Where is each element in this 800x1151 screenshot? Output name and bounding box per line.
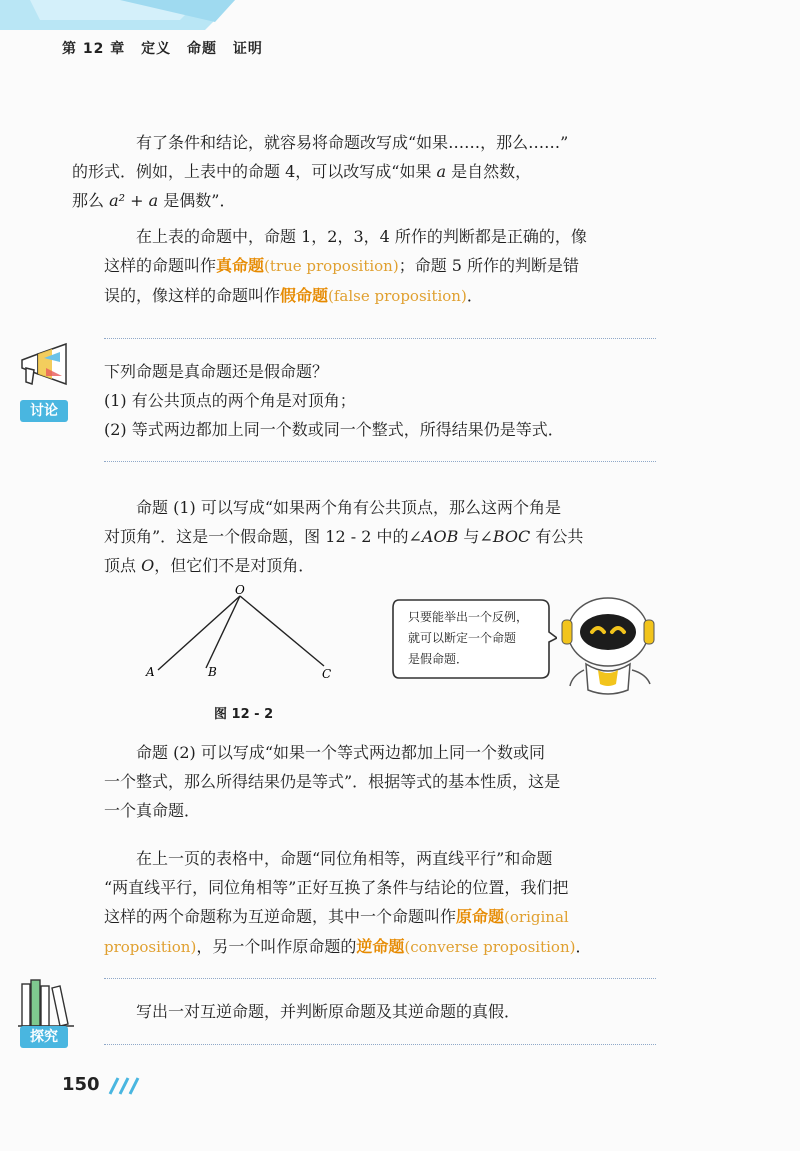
- chapter-title-2: 命题: [186, 41, 217, 57]
- ray-ob: [206, 596, 240, 668]
- label-c: C: [322, 667, 332, 681]
- chapter-header: [62, 38, 273, 58]
- paragraph-5: 在上一页的表格中，命题“同位角相等，两直线平行”和命题 “两直线平行，同位角相等”正好互换了条件与结论的位置，我们把 这样的两个命题称为互逆命题，其中一个命题叫作原命题(original proposition)，另一个叫作原命题的逆命题(converse proposition)．: [104, 849, 592, 956]
- chapter-number: 第 12 章: [62, 41, 126, 57]
- label-o: O: [235, 584, 245, 597]
- robot-mascot-icon: [558, 590, 660, 698]
- math-expression: a² + a: [109, 191, 159, 210]
- discussion-megaphone-icon: [16, 340, 76, 398]
- term-true-proposition: 真命题: [216, 256, 265, 275]
- explore-badge: 探究: [20, 1026, 68, 1048]
- discussion-badge: 讨论: [20, 400, 68, 422]
- top-banner: [0, 0, 800, 34]
- label-a: A: [146, 665, 155, 679]
- explore-bottom-divider: [104, 1044, 656, 1045]
- ray-oc: [240, 596, 324, 666]
- speech-bubble-text: 只要能举出一个反例， 就可以断定一个命题 是假命题．: [408, 610, 529, 666]
- chapter-title-3: 证明: [232, 41, 263, 57]
- term-false-proposition: 假命题: [280, 286, 329, 305]
- discussion-top-divider: [104, 338, 656, 339]
- page-number: 150: [62, 1074, 100, 1095]
- paragraph-2: 在上表的命题中，命题 1，2，3，4 所作的判断都是正确的，像 这样的命题叫作真命题(true proposition)；命题 5 所作的判断是错 误的，像这样的命题叫作假命题(false proposition)．: [104, 227, 587, 305]
- term-converse-proposition: 逆命题: [356, 937, 405, 956]
- page-number-slashes-icon: [104, 1076, 144, 1096]
- paragraph-1: 有了条件和结论，就容易将命题改写成“如果……，那么……” 的形式．例如，上表中的命题 4，可以改写成“如果 a 是自然数， 那么 a² + a 是偶数”．: [72, 133, 569, 210]
- chapter-title-1: 定义: [141, 41, 172, 57]
- figure-caption: 图 12 - 2: [214, 707, 274, 722]
- ray-oa: [158, 596, 240, 670]
- paragraph-3: 命题 (1) 可以写成“如果两个角有公共顶点，那么这两个角是 对顶角”．这是一个假命题，图 12 - 2 中的∠AOB 与∠BOC 有公共 顶点 O，但它们不是对顶角．: [104, 498, 584, 575]
- term-original-proposition: 原命题: [456, 907, 505, 926]
- explore-top-divider: [104, 978, 656, 979]
- discussion-bottom-divider: [104, 461, 656, 462]
- explore-content: 写出一对互逆命题，并判断原命题及其逆命题的真假．: [136, 1002, 521, 1021]
- discussion-content: 下列命题是真命题还是假命题？ (1) 有公共顶点的两个角是对顶角； (2) 等式两边都加上同一个数或同一个整式，所得结果仍是等式．: [104, 362, 564, 439]
- figure-12-2-angles: [140, 584, 340, 694]
- paragraph-4: 命题 (2) 可以写成“如果一个等式两边都加上同一个数或同 一个整式，那么所得结果仍是等式”．根据等式的基本性质，这是 一个真命题．: [104, 743, 561, 820]
- label-b: B: [208, 665, 217, 679]
